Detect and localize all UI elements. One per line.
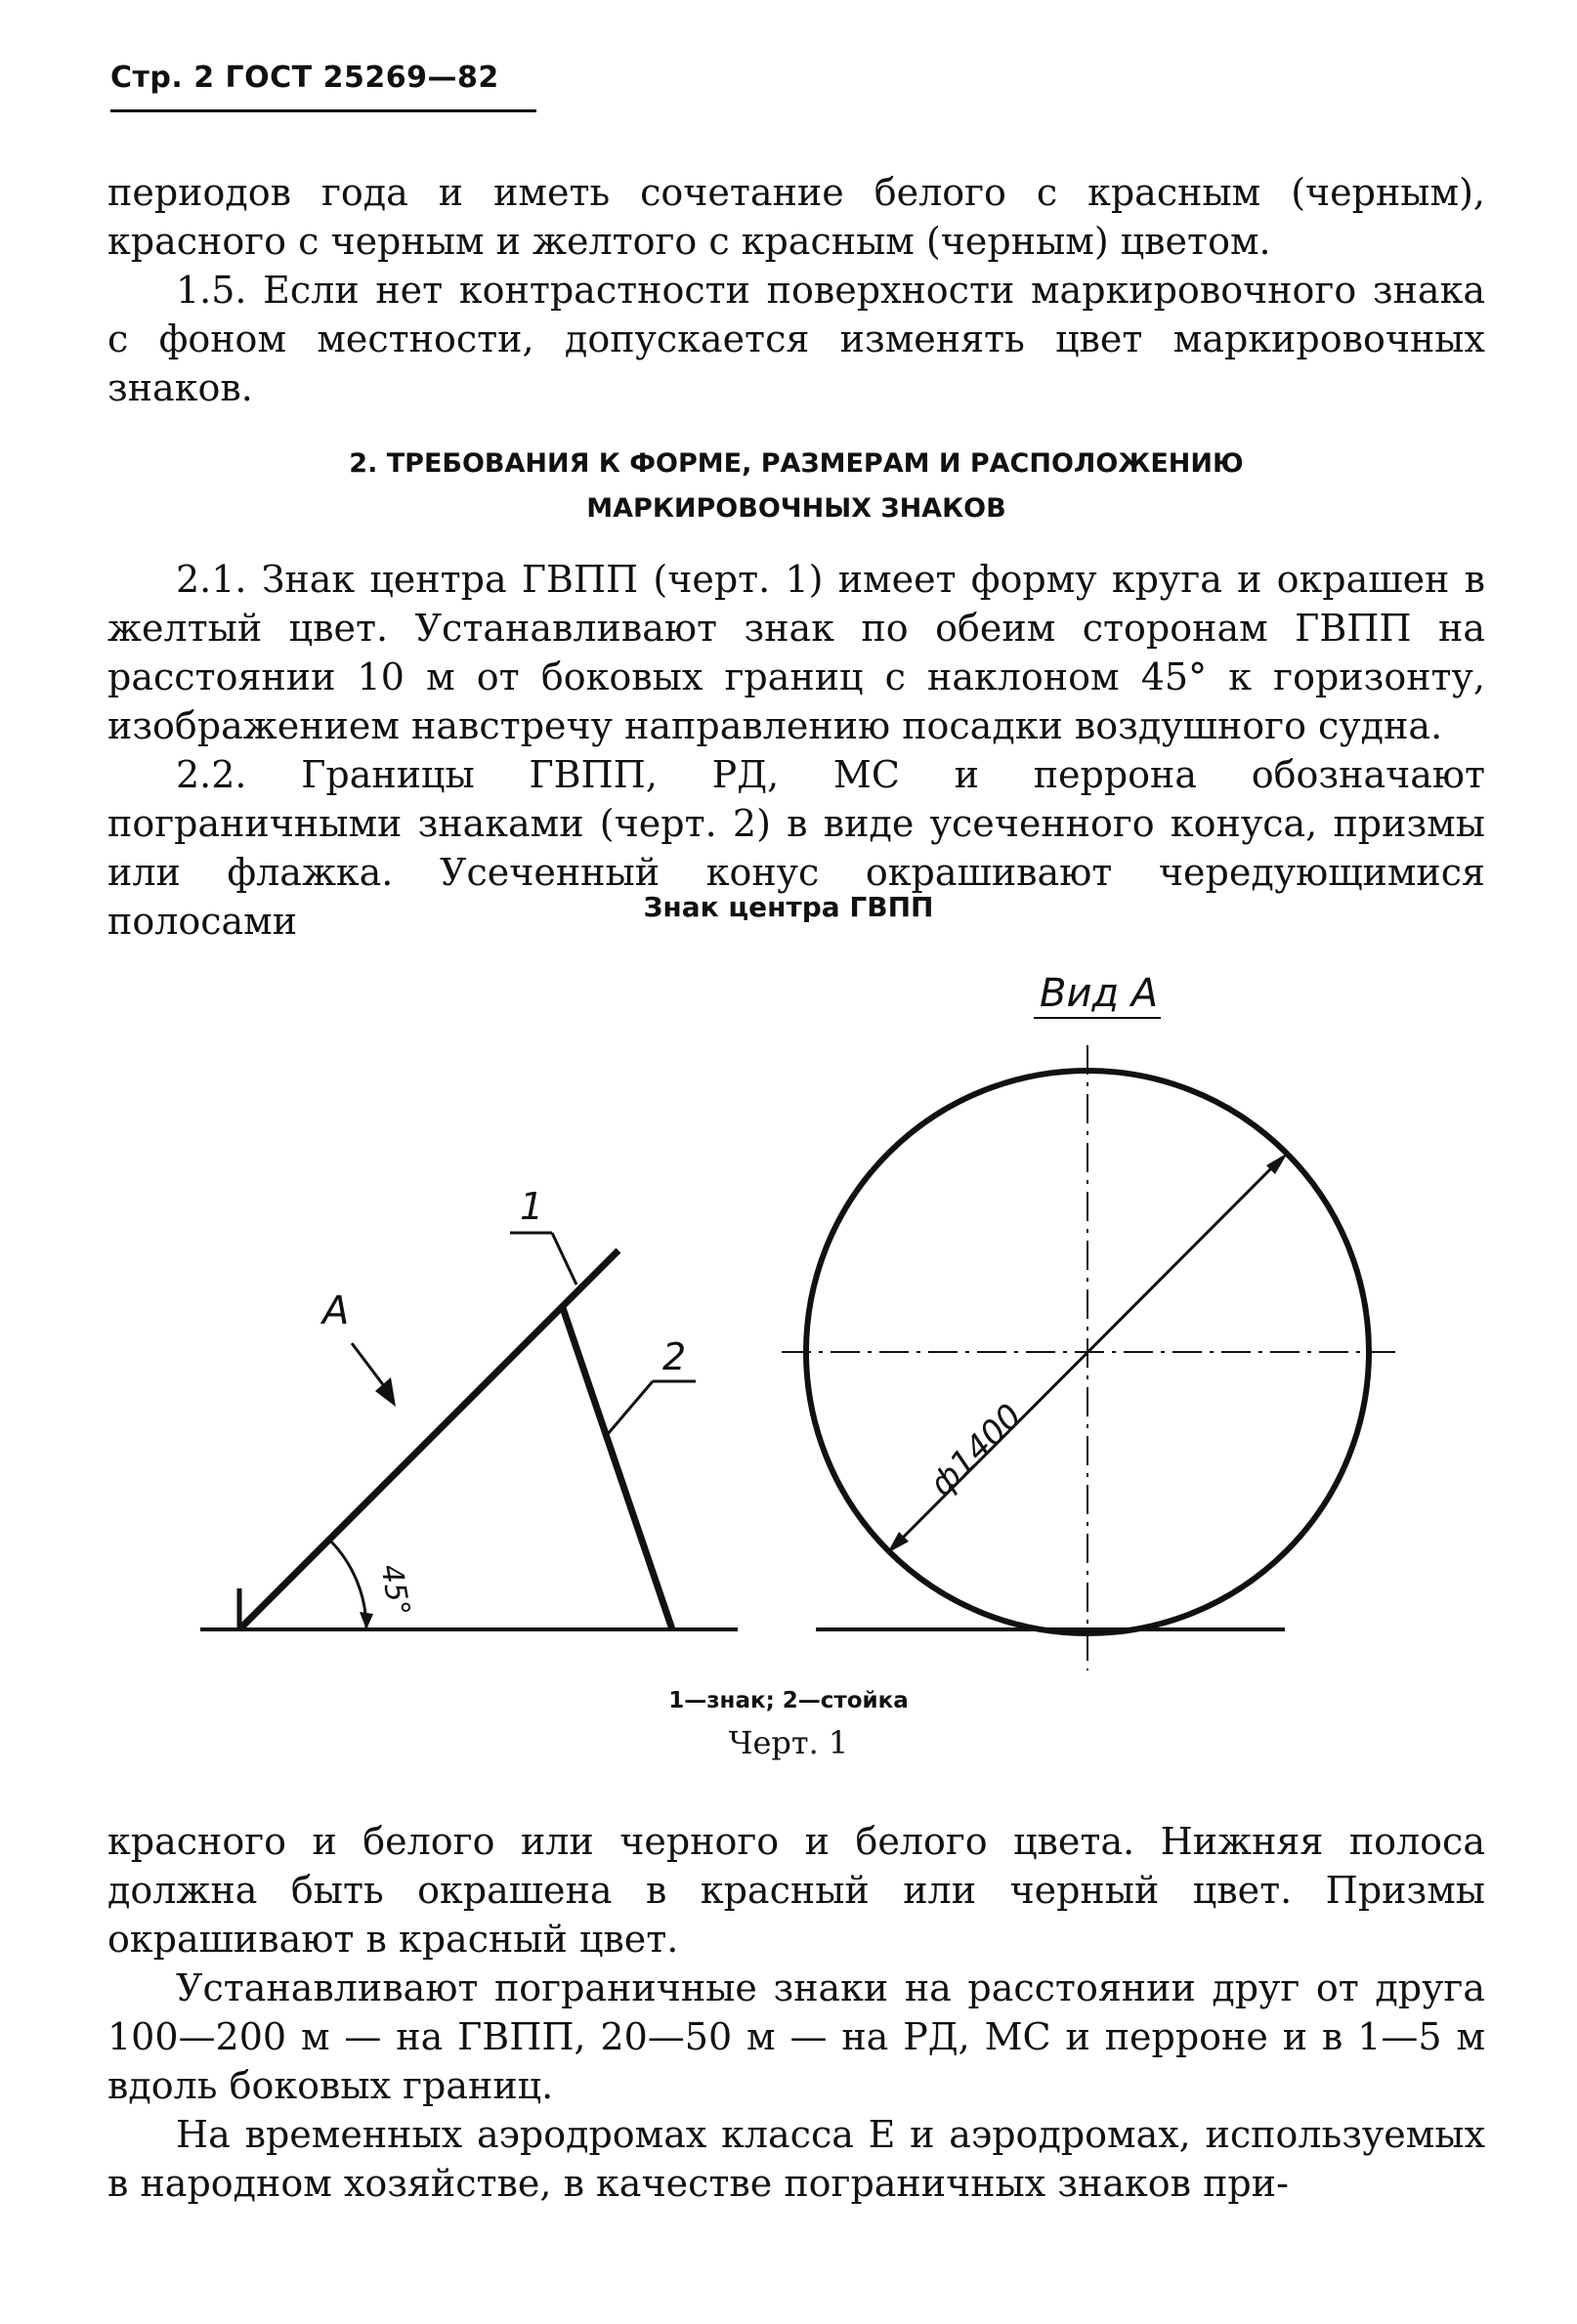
angle-arc [329, 1540, 366, 1629]
callout-1-leader [552, 1233, 576, 1285]
figure-legend: 1—знак; 2—стойка [668, 1688, 909, 1713]
callout-2-leader [608, 1381, 653, 1434]
paragraph-temporary-aerodromes: На временных аэродромах класса Е и аэродромах, используемых в народном хозяйстве, в качестве пограничных знаков при- [107, 2113, 1485, 2205]
support-post [562, 1305, 672, 1629]
angle-arrowhead [360, 1612, 373, 1629]
view-arrow-head [375, 1377, 396, 1407]
callout-2-label: 2 [662, 1335, 687, 1378]
page-header: Стр. 2 ГОСТ 25269—82 [110, 61, 499, 95]
section-title-line2: МАРКИРОВОЧНЫХ ЗНАКОВ [586, 493, 1006, 524]
angle-label: 45° [373, 1561, 416, 1620]
diameter-label: ф1400 [921, 1396, 1030, 1504]
paragraph-continuation: периодов года и иметь сочетание белого с красным (черным), красного с черным и желтого с красным (черным) цветом. [107, 171, 1485, 263]
view-a-label: Вид А [1040, 971, 1159, 1016]
paragraph-boundary-distance: Устанавливают пограничные знаки на расстоянии друг от друга 100—200 м — на ГВПП, 20—50 м — на РД, МС и перроне и в 1—5 м вдоль боковых границ. [107, 1966, 1485, 2107]
paragraph-1-5: 1.5. Если нет контрастности поверхности маркировочного знака с фоном местности, допускается изменять цвет маркировочных знаков. [107, 269, 1485, 409]
figure-title: Знак центра ГВПП [643, 891, 934, 923]
header-rule [110, 109, 536, 112]
section-title-line1: 2. ТРЕБОВАНИЯ К ФОРМЕ, РАЗМЕРАМ И РАСПОЛОЖЕНИЮ [349, 448, 1244, 479]
callout-1-label: 1 [520, 1185, 544, 1228]
figure-caption: Черт. 1 [728, 1724, 849, 1761]
figure-drawing [0, 938, 1577, 1680]
paragraph-2-1: 2.1. Знак центра ГВПП (черт. 1) имеет форму круга и окрашен в желтый цвет. Устанавливают знак по обеим сторонам ГВПП на расстоянии 10 м от боковых границ с наклоном 45° к горизонту, изображением навстречу направлению посадки воздушного судна. [107, 558, 1485, 747]
paragraph-continuation-2: красного и белого или черного и белого цвета. Нижняя полоса должна быть окрашена в красный или черный цвет. Призмы окрашивают в красный цвет. [107, 1820, 1485, 1961]
paragraph-2-2: 2.2. Границы ГВПП, РД, МС и перрона обозначают пограничными знаками (черт. 2) в виде усеченного конуса, призмы или флажка. Усеченный конус окрашивают чередующимися полосами [107, 753, 1485, 943]
view-arrow-label: А [322, 1289, 350, 1333]
